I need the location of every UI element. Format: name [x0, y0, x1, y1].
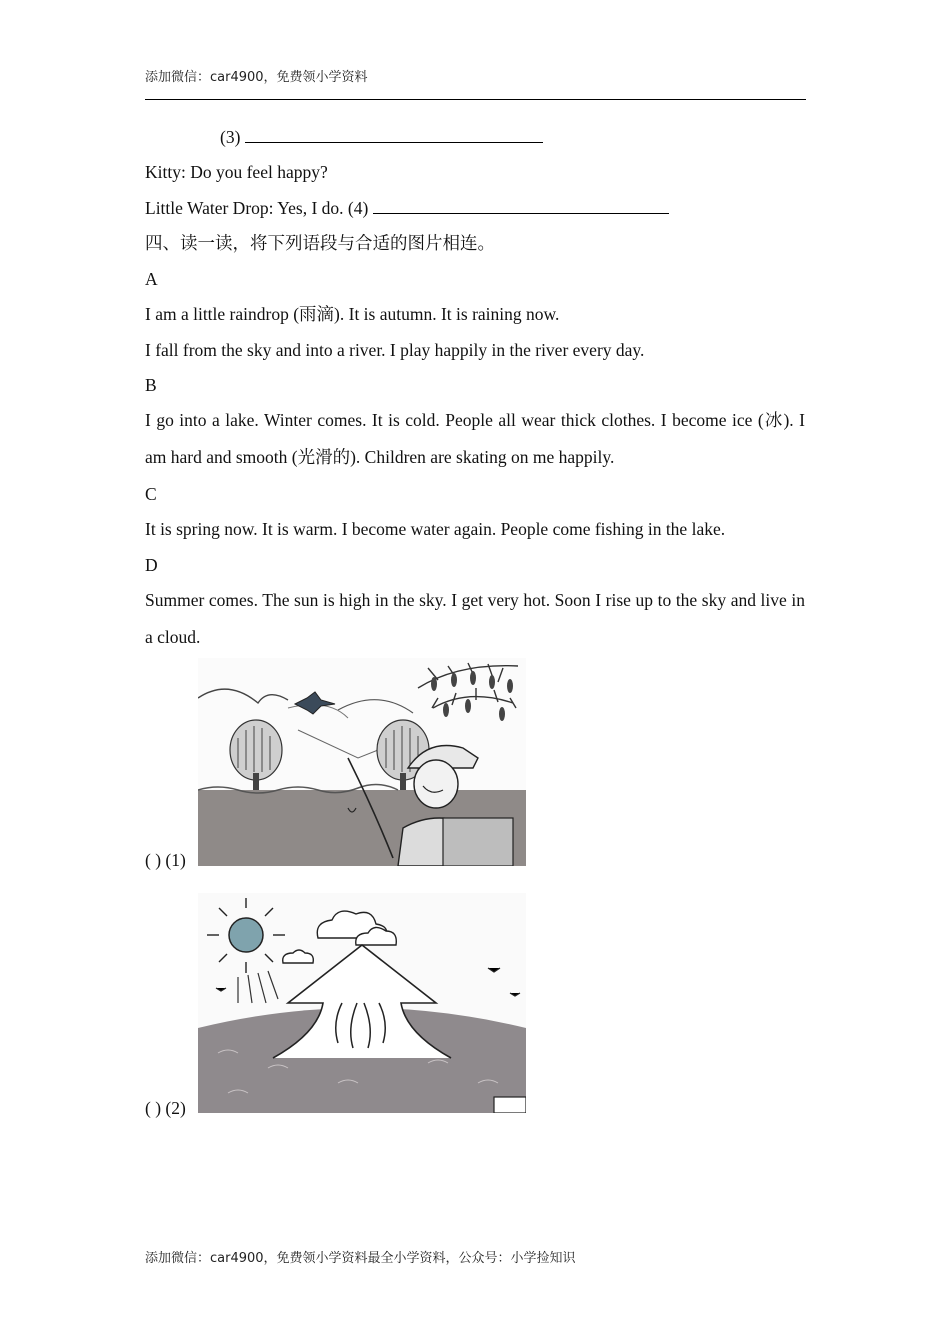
- fishing-picture: [198, 658, 526, 866]
- page-footer: 添加微信：car4900，免费领小学资料最全小学资料，公众号：小学捡知识: [145, 1251, 576, 1266]
- passage-a-line-2: I fall from the sky and into a river. I play happily in the river every day.: [145, 340, 645, 360]
- answer-3-blank[interactable]: [245, 128, 543, 143]
- passage-a-line-1: I am a little raindrop (雨滴). It is autumn. It is raining now.: [145, 304, 560, 324]
- evaporation-picture: [198, 893, 526, 1113]
- passage-c-text: It is spring now. It is warm. I become water again. People come fishing in the lake.: [145, 519, 726, 539]
- passage-d-label: D: [145, 555, 158, 575]
- passage-b-label: B: [145, 375, 157, 395]
- answer-4-blank[interactable]: [373, 199, 669, 214]
- answer-line-3: [220, 126, 543, 148]
- drop-line-text: Little Water Drop: Yes, I do. (4): [145, 198, 369, 218]
- header-rule: [145, 99, 806, 100]
- passage-d-text: Summer comes. The sun is high in the sky. I get very hot. Soon I rise up to the sky and live in a cloud.: [145, 590, 805, 647]
- kitty-line: Kitty: Do you feel happy?: [145, 162, 328, 182]
- answer-3-number: (3): [220, 127, 241, 147]
- passage-a-label: A: [145, 269, 158, 289]
- passage-c-label: C: [145, 484, 157, 504]
- drop-line: [145, 197, 669, 219]
- picture-1-answer[interactable]: ( ) (1): [145, 850, 186, 870]
- passage-b-text: I go into a lake. Winter comes. It is cold. People all wear thick clothes. I become ice (冰). I am hard and smooth (光滑的). Children are skating on me happily.: [145, 410, 805, 467]
- section-4-title: 四、读一读，将下列语段与合适的图片相连。: [145, 233, 495, 253]
- page-header: 添加微信：car4900，免费领小学资料: [145, 70, 368, 85]
- picture-2-answer[interactable]: ( ) (2): [145, 1098, 186, 1118]
